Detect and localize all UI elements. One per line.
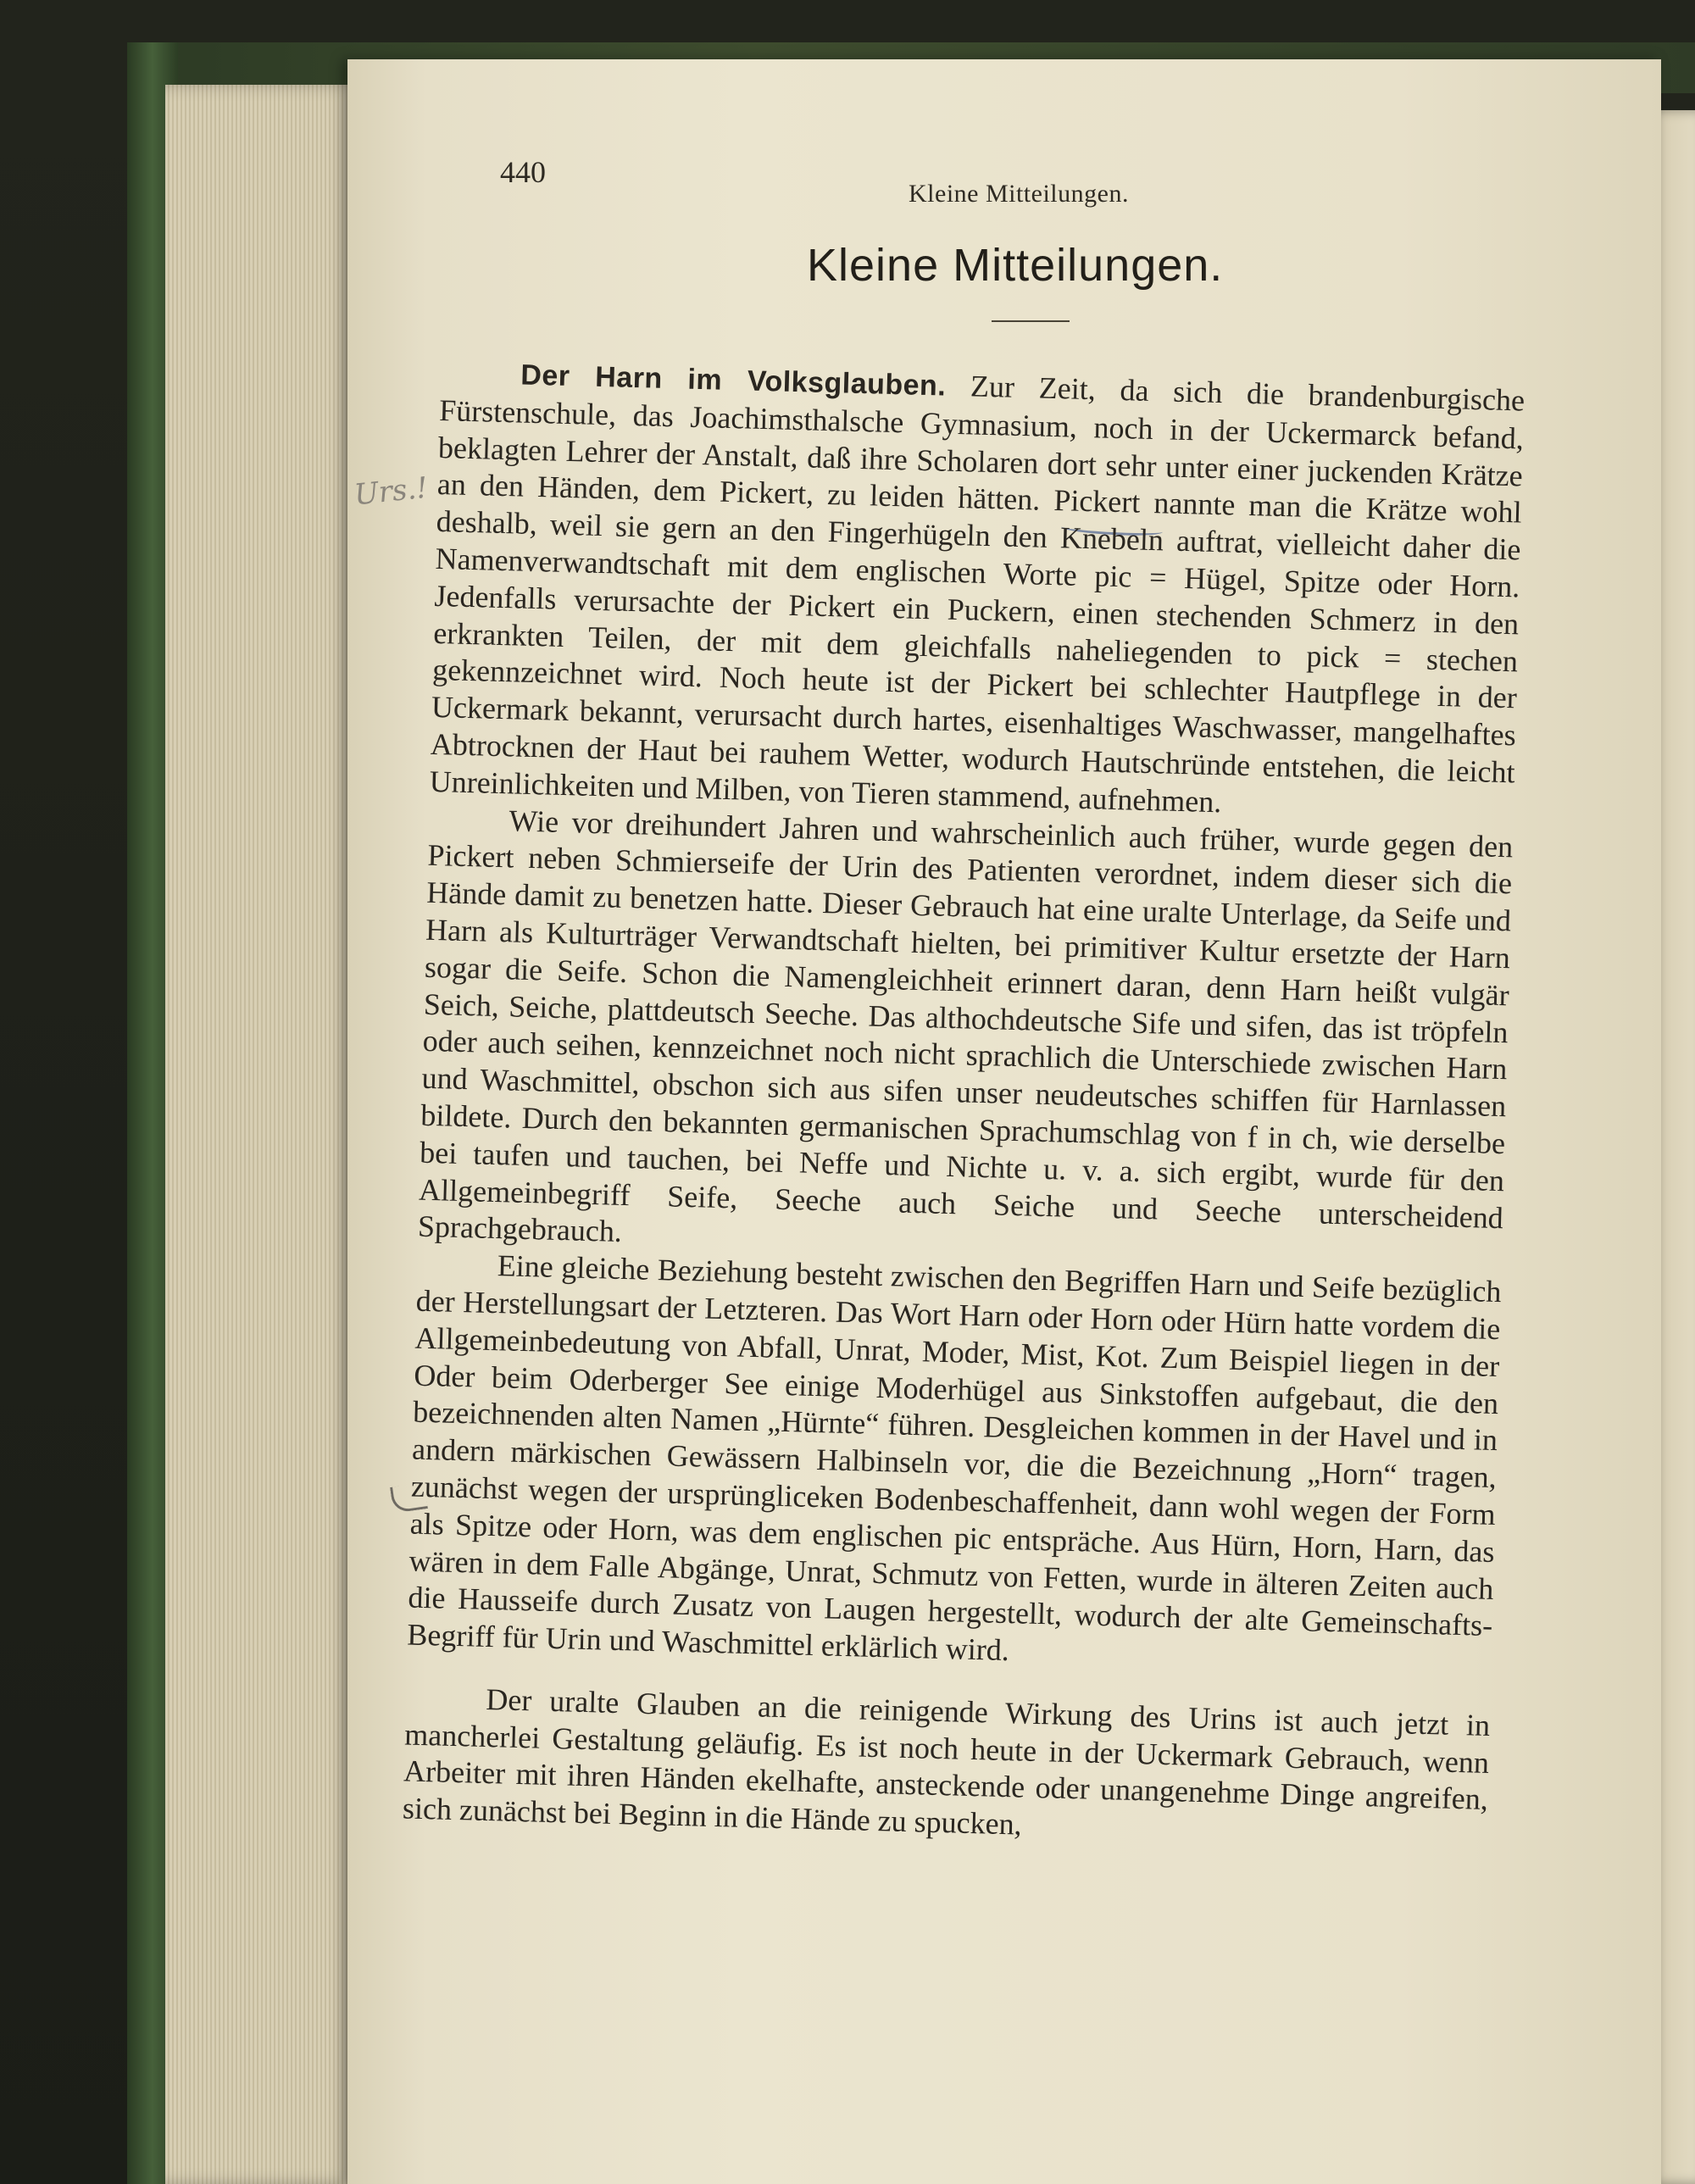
title-divider [992, 320, 1070, 322]
section-heading: Der Harn im Volksglauben. [520, 358, 947, 403]
paragraph-1 [429, 354, 1525, 829]
paragraph-1-text: Zur Zeit, da sich die brandenburgische Fürstenschule, das Joachimsthalsche Gymnasium, noch in der Uckermarck befand, beklagten Lehrer der Anstalt, daß ihre Scholaren dort sehr unter einer juckenden Krätze an den Händen, dem Pickert, zu leiden hätten. Pickert nannte man die Krätze wohl deshalb, weil sie gern an den Fingerhügeln den Knebeln auftrat, vielleicht daher die Namenverwandtschaft mit dem englischen Worte pic = Hügel, Spitze oder Horn. Jedenfalls verursachte der Pickert ein Puckern, einen stechenden Schmerz in den erkrankten Teilen, der mit dem gleichfalls naheliegenden to pick = stechen gekennzeichnet wird. Noch heute ist der Pickert bei schlechter Hautpflege in der Uckermark bekannt, verursacht durch hartes, eisenhaltiges Waschwasser, mangelhaftes Abtrocknen der Haut bei rauhem Wetter, wodurch Hautschründe entstehen, die leicht Unreinlichkeiten und Milben, von Tieren stammend, aufnehmen. [429, 368, 1526, 820]
paragraph-2: Wie vor dreihundert Jahren und wahrscheinlich auch früher, wurde gegen den Pickert neben Schmierseife der Urin des Patienten verordnet, indem dieser sich die Hände damit zu benetzen hatte. Dieser Gebrauch hat eine uralte Unterlage, da Seife und Harn als Kulturträger Verwandtschaft hielten, bei primitiver Kultur ersetzte der Harn sogar die Seife. Schon die Namengleichheit erinnert daran, denn Harn heißt vulgär Seich, Seiche, plattdeutsch Seeche. Das althochdeutsche Sife und sifen, das ist tröpfeln oder auch seihen, kennzeichnet noch nicht sprachlich die Unterschiede zwischen Harn und Waschmittel, obschon sich aus sifen unser neudeutsches schiffen für Harnlassen bildete. Durch den bekannten germanischen Sprachumschlag von f in ch, wie derselbe bei taufen und tauchen, bei Neffe und Nichte u. v. a. sich ergibt, wurde für den Allgemeinbegriff Seife, Seeche auch Seiche und Seeche unterscheidend Sprachgebrauch. [417, 803, 1514, 1249]
paragraph-3: Eine gleiche Beziehung besteht zwischen den Begriffen Harn und Seife bezüglich der Herstellungsart der Letzteren. Das Wort Harn oder Horn oder Hürn hatte vordem die Allgemeinbedeutung von Abfall, Unrat, Moder, Mist, Kot. Zum Beispiel liegen in der Oder beim Oderberger See einige Moderhügel aus Sinkstoffen aufgebaut, die den bezeichnenden alten Namen „Hürnte“ führen. Desgleichen kommen in der Havel und in andern märkischen Gewässern Halbinseln vor, die die Bezeichnung „Horn“ tragen, zunächst wegen der ursprüngliceken Bodenbeschaffenheit, dann wohl wegen der Form als Spitze oder Horn, was dem englischen pic entspräche. Aus Hürn, Horn, Harn, das wären in dem Falle Abgänge, Unrat, Schmutz von Fetten, wurde in älteren Zeiten auch die Hausseife durch Zusatz von Laugen hergestellt, wodurch der alte Gemeinschafts-Begriff für Urin und Waschmittel erklärlich wird. [406, 1248, 1502, 1668]
handwritten-margin-note: Urs.! [353, 470, 430, 513]
article-body [402, 354, 1525, 1856]
page-stack-edge [165, 85, 360, 2184]
paragraph-4: Der uralte Glauben an die reinigende Wirkung des Urins ist auch jetzt in mancherlei Gestaltung geläufig. Es ist noch heute in der Uckermark Gebrauch, wenn Arbeiter mit ihren Händen ekelhafte, ansteckende oder unangenehme Dinge angreifen, sich zunächst bei Beginn in die Hände zu spucken, [402, 1681, 1491, 1842]
running-head: Kleine Mitteilungen. [909, 180, 1129, 208]
page-number: 440 [500, 155, 546, 189]
article-title: Kleine Mitteilungen. [807, 240, 1224, 291]
